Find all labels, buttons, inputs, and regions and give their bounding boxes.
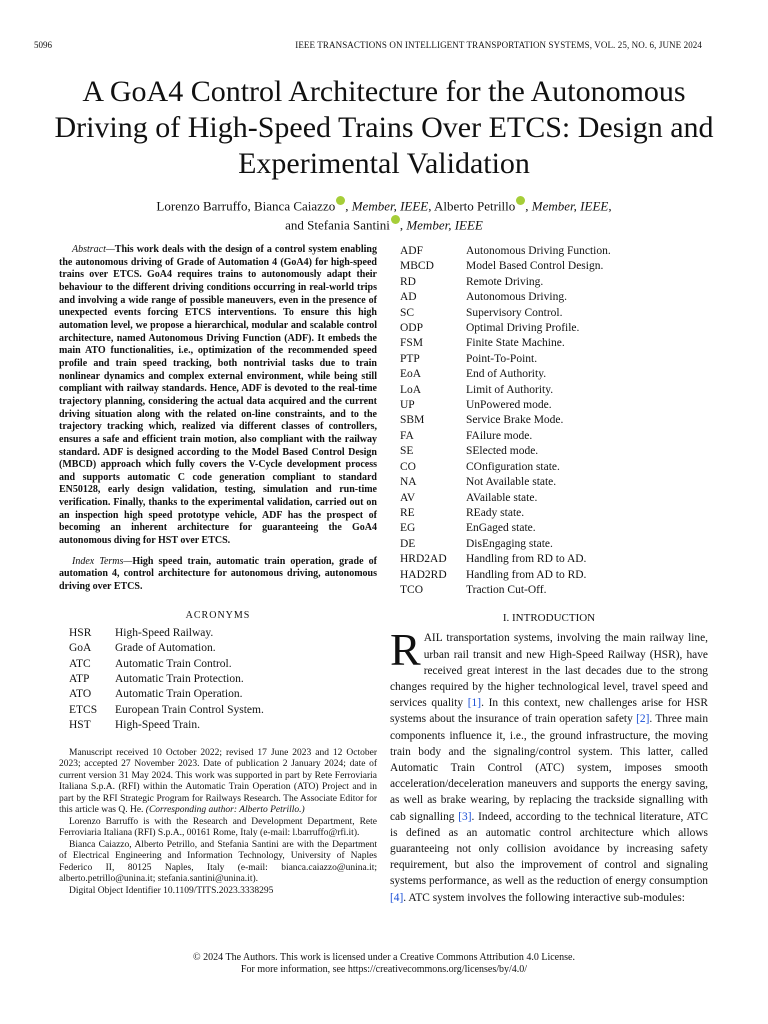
orcid-icon[interactable] [336, 196, 345, 205]
acronym-key: GoA [69, 642, 92, 655]
copyright-line-1: © 2024 The Authors. This work is licensed under a Creative Commons Attribution 4.0 License. [193, 952, 575, 963]
author-list: Lorenzo Barruffo, Bianca Caiazzo , Member, IEEE, Alberto Petrillo , Member, IEEE, and Stefania Santini , Member, IEEE [60, 196, 708, 235]
acronym-row [390, 506, 611, 521]
acronym-definition: COnfiguration state. [466, 460, 560, 473]
acronym-key: ATP [69, 672, 90, 685]
orcid-icon[interactable] [391, 215, 400, 224]
acronym-key: ATC [69, 657, 91, 670]
acronym-definition: High-Speed Railway. [115, 626, 214, 639]
acronym-row [59, 626, 264, 641]
footnote [59, 747, 377, 898]
orcid-icon[interactable] [516, 196, 525, 205]
acronym-definition: Point-To-Point. [466, 352, 538, 365]
paper-title: A GoA4 Control Architecture for the Autonomous Driving of High-Speed Trains Over ETCS: Design and Experimental Validation [54, 75, 714, 180]
acronym-key: RE [400, 506, 415, 519]
acronym-key: LoA [400, 383, 422, 396]
copyright-line-2: For more information, see https://creativecommons.org/licenses/by/4.0/ [240, 964, 528, 975]
abstract-text: This work deals with the design of a control system enabling the autonomous driving of Grade of Automation 4 (GoA4) for high-speed trains over ETCS. GoA4 requires trains to autonomously adapt their behaviour to the different driving conditions occurring in real-world trips and involving a wide range of possible maneuvers, even in the presence of unexpected events forcing ETCS interventions. To ensure this high automation level, we propose a hierarchical, modular and scalable control architecture, named Autonomous Driving Function (ADF). It embeds the main ATO functionalities, i.e., optimization of the recommended speed profile and train speed tracking, both nontrivial tasks due to train nonlinear dynamics and complex external environment, while being still compliant with railway standards. Hence, ADF is devoted to the real-time trajectory planning, considering the actual data acquired and the current driving situation along with the related on-line constraints, and to the trajectory tracking which, realized via different classes of controllers, ensures a safe and efficient train motion, also compliant with the railway standard. ADF is designed according to the Model Based Control Design (MBCD) approach which fully covers the V-Cycle development process and supports automatic C code generation compliant to standard EN50128, early design validation, testing, simulation and run-time verification. Finally, thanks to the experimental validation, carried out on an inspection high speed prototype vehicle, ADF has the prospect of becoming an inherent architecture for guaranteeing the GoA4 autonomous diving for HST over ETCS. [59, 244, 377, 547]
acronym-key: DE [400, 537, 416, 550]
acronym-definition: FAilure mode. [466, 429, 533, 442]
section-heading: I. INTRODUCTION [502, 612, 596, 625]
author-names-1: Lorenzo Barruffo, Bianca Caiazzo [156, 198, 336, 214]
acronym-key: SC [400, 306, 415, 319]
acronym-key: NA [400, 476, 417, 489]
acronym-key: PTP [400, 352, 420, 365]
acronym-definition: Remote Driving. [466, 275, 544, 288]
introduction-text: RAIL transportation systems, involving the main railway line, urban rail transit and new High-Speed Railway (HSR), have received great interest in the last decades due to the strong changes required by the higher technological level, travel speed and services quality [1]. In this context, new challenges arise for HSR systems about the insurance of train operation safety [2]. Three main components influence it, i.e., the ground infrastructure, the moving train body and the signaling/control system. This latter, called Automatic Train Control (ATC) system, imposes smooth acceleration/deceleration maneuvers and supports the energy saving, as well as brake wearing, by replacing the trackside signalling with cab signalling [3]. Indeed, according to the technical literature, ATC is defined as an automatic control architecture which allows guaranteeing not only collision avoidance by increasing safety requirement, but also the improvement of control and signaling systems performance, as well as the reduction of energy consumption [4]. ATC system involves the following interactive sub-modules: [390, 624, 709, 904]
acronym-key: FSM [400, 337, 424, 350]
page-number: 5096 [34, 40, 52, 50]
abstract [59, 244, 377, 548]
acronym-row [390, 290, 611, 305]
index-terms [59, 556, 377, 594]
citation-link[interactable]: [4] [390, 891, 404, 904]
acronym-definition: Autonomous Driving. [466, 291, 567, 304]
acronym-key: EG [400, 522, 416, 535]
acronym-key: HSR [69, 626, 92, 639]
acronym-definition: UnPowered mode. [466, 399, 552, 412]
acronym-definition: DisEngaging state. [466, 537, 553, 550]
acronym-row [390, 275, 611, 290]
acronym-row [390, 383, 611, 398]
acronym-key: AV [400, 491, 416, 504]
acronym-key: ETCS [69, 703, 98, 716]
acronym-key: HRD2AD [400, 553, 447, 566]
acronym-definition: EnGaged state. [466, 522, 536, 535]
right-column [390, 244, 708, 906]
acronym-row [390, 429, 611, 444]
author-name-2: Alberto Petrillo [434, 198, 516, 214]
acronym-key: TCO [400, 583, 423, 596]
index-terms-label: Index Terms— [72, 555, 133, 567]
index-terms-text: High speed train, automatic train operation, grade of automation 4, control architecture for autonomous driving, autonomous driving over ETCS. [59, 555, 378, 593]
acronym-definition: European Train Control System. [115, 703, 264, 716]
footnote-affiliation-2: Bianca Caiazzo, Alberto Petrillo, and Stefania Santini are with the Department of Electrical Engineering and Information Technology, University of Naples Federico II, 80125 Naples, Italy (e-mail: bianca.caiazzo@unina.it; alberto.petrillo@unina.it; stefania.santini@unina.it). [59, 839, 377, 885]
acronym-definition: Automatic Train Operation. [115, 688, 243, 701]
acronym-definition: SElected mode. [466, 445, 539, 458]
member-label: Member, IEEE [531, 198, 609, 214]
acronym-definition: REady state. [466, 506, 525, 519]
acronym-key: SBM [400, 414, 425, 427]
acronym-definition: End of Authority. [466, 368, 547, 381]
acronym-row [390, 336, 611, 351]
journal-header: IEEE TRANSACTIONS ON INTELLIGENT TRANSPORTATION SYSTEMS, VOL. 25, NO. 6, JUNE 2024 [295, 40, 702, 50]
acronyms-table-left [59, 626, 264, 734]
acronym-row [59, 718, 264, 733]
acronym-row [390, 306, 611, 321]
left-column [59, 244, 377, 897]
acronym-definition: Traction Cut-Off. [466, 583, 547, 596]
acronyms-table-right [390, 244, 611, 598]
acronym-row [390, 552, 611, 567]
acronym-definition: High-Speed Train. [115, 719, 200, 732]
acronym-row [390, 352, 611, 367]
acronym-row [390, 491, 611, 506]
acronym-key: RD [400, 275, 416, 288]
abstract-label: Abstract— [72, 244, 115, 255]
acronym-key: HST [69, 719, 91, 732]
acronym-definition: Handling from RD to AD. [466, 553, 587, 566]
footnote-doi: Digital Object Identifier 10.1109/TITS.2023.3338295 [69, 885, 274, 896]
acronym-row [59, 703, 264, 718]
acronym-definition: AVailable state. [466, 491, 538, 504]
acronym-definition: Limit of Authority. [466, 383, 554, 396]
acronym-row [390, 537, 611, 552]
acronym-key: EoA [400, 368, 422, 381]
acronym-row [59, 672, 264, 687]
acronym-definition: Handling from AD to RD. [466, 568, 587, 581]
acronym-row [390, 413, 611, 428]
acronym-definition: Optimal Driving Profile. [466, 322, 580, 335]
acronym-definition: Supervisory Control. [466, 306, 563, 319]
acronym-row [390, 398, 611, 413]
drop-cap: R [390, 624, 421, 676]
acronym-key: ATO [69, 688, 92, 701]
acronyms-heading: ACRONYMS [185, 609, 251, 621]
acronym-row [390, 521, 611, 536]
copyright-notice [0, 952, 768, 976]
acronym-key: ODP [400, 322, 424, 335]
citation-link[interactable]: [3] [458, 810, 472, 823]
acronym-definition: Not Available state. [466, 476, 557, 489]
citation-link[interactable]: [2] [636, 713, 650, 726]
footnote-manuscript: Manuscript received 10 October 2022; revised 17 June 2023 and 12 October 2023; accepted 27 November 2023. Date of publication 2 January 2024; date of current version 31 May 2024. This work was supported in part by Rete Ferroviaria Italiana S.p.A. (RFI) within the Automatic Train Operation (ATO) Project and in part by the RFI Strategic Program for Railways Research. The Associate Editor for this article was Q. He. (Corresponding author: Alberto Petrillo.) [59, 747, 377, 816]
acronym-row [390, 259, 611, 274]
acronym-row [390, 583, 611, 598]
acronym-definition: Grade of Automation. [115, 642, 216, 655]
acronym-key: AD [400, 291, 417, 304]
acronym-definition: Autonomous Driving Function. [466, 245, 611, 257]
footnote-affiliation-1: Lorenzo Barruffo is with the Research and Development Department, Rete Ferroviaria Italiana (RFI) S.p.A., 00161 Rome, Italy (e-mail: l.barruffo@rfi.it). [59, 816, 377, 839]
acronym-key: FA [400, 429, 414, 442]
acronym-key: MBCD [400, 260, 434, 273]
acronym-definition: Automatic Train Control. [115, 657, 232, 670]
acronym-key: SE [400, 445, 414, 458]
acronym-row [59, 687, 264, 702]
acronym-row [390, 367, 611, 382]
acronym-key: CO [400, 460, 416, 473]
acronym-definition: Automatic Train Protection. [115, 672, 244, 685]
acronym-row [390, 244, 611, 259]
acronym-row [390, 568, 611, 583]
acronym-row [390, 321, 611, 336]
acronym-definition: Model Based Control Design. [466, 260, 604, 273]
author-name-3: and Stefania Santini [285, 217, 390, 233]
acronym-row [59, 641, 264, 656]
acronym-row [390, 460, 611, 475]
acronym-key: ADF [400, 245, 424, 257]
acronym-key: HAD2RD [400, 568, 447, 581]
acronym-definition: Finite State Machine. [466, 337, 565, 350]
acronym-row [390, 444, 611, 459]
acronym-row [59, 657, 264, 672]
member-label: Member, IEEE [351, 198, 429, 214]
citation-link[interactable]: [1] [467, 697, 482, 710]
acronym-key: UP [400, 399, 415, 412]
member-label: Member, IEEE [406, 217, 483, 233]
acronym-row [390, 475, 611, 490]
acronym-definition: Service Brake Mode. [466, 414, 564, 427]
